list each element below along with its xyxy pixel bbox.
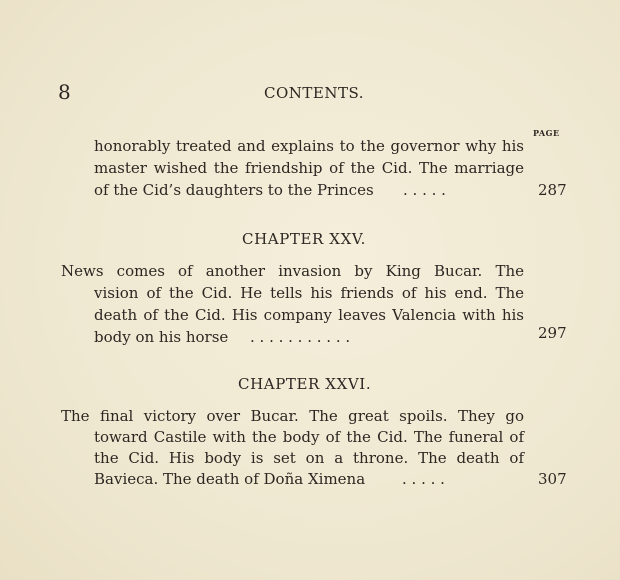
dot-leaders: . . . . . <box>403 181 446 199</box>
entry-line: of the Cid’s daughters to the Princes <box>94 181 374 199</box>
page-reference: 297 <box>538 324 567 342</box>
entry-line: The final victory over Bucar. The great spoils. They go <box>61 407 524 425</box>
entry-line: the Cid. His body is set on a throne. The death of <box>94 449 524 467</box>
page-column-label: PAGE <box>533 128 560 138</box>
entry-line: toward Castile with the body of the Cid. The funeral of <box>94 428 524 446</box>
entry-line: honorably treated and explains to the governor why his <box>94 137 524 155</box>
page-reference: 287 <box>538 181 567 199</box>
dot-leaders: . . . . . <box>402 470 445 488</box>
entry-line: News comes of another invasion by King Bucar. The <box>61 262 524 280</box>
dot-leaders: . . . . . . . . . . . <box>250 328 351 346</box>
entry-line: Bavieca. The death of Doña Ximena <box>94 470 366 488</box>
chapter-heading: CHAPTER XXVI. <box>238 375 372 393</box>
running-head: CONTENTS. <box>264 84 364 102</box>
chapter-heading: CHAPTER XXV. <box>242 230 367 248</box>
page-reference: 307 <box>538 470 567 488</box>
entry-line: vision of the Cid. He tells his friends of his end. The <box>94 284 524 302</box>
entry-line: death of the Cid. His company leaves Valencia with his <box>94 306 524 324</box>
entry-line: master wished the friendship of the Cid. The marriage <box>94 159 524 177</box>
page-number: 8 <box>58 80 71 104</box>
entry-line: body on his horse <box>94 328 229 346</box>
